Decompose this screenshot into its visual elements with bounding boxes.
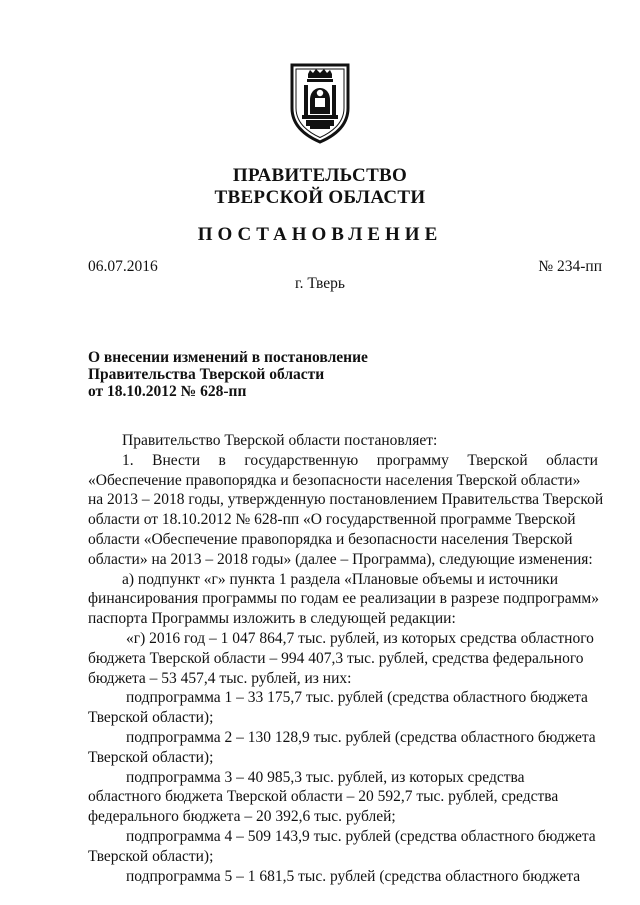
document-body <box>88 431 604 886</box>
body-line: федерального бюджета – 20 392,6 тыс. рублей; <box>88 808 396 826</box>
body-word: программу <box>376 451 449 469</box>
body-line: «г) 2016 год – 1 047 864,7 тыс. рублей, из которых средства областного <box>126 629 594 647</box>
coat-of-arms-icon <box>288 62 352 144</box>
government-name-line2: ТВЕРСКОЙ ОБЛАСТИ <box>214 187 426 208</box>
subject-line: О внесении изменений в постановление <box>88 349 368 366</box>
body-word: в <box>218 451 226 469</box>
body-word: 1. <box>122 451 134 469</box>
body-line: на 2013 – 2018 годы, утвержденную постановлением Правительства Тверской <box>88 491 604 509</box>
body-line: финансирования программы по годам ее реализации в разрезе подпрограмм» <box>88 590 599 608</box>
government-name-line1: ПРАВИТЕЛЬСТВО <box>232 165 408 186</box>
body-line: областного бюджета Тверской области – 20 592,7 тыс. рублей, средства <box>88 788 559 806</box>
body-line: области от 18.10.2012 № 628-пп «О государственной программе Тверской <box>88 511 576 529</box>
body-line: Тверской области); <box>88 709 214 727</box>
body-line: «Обеспечение правопорядка и безопасности населения Тверской области» <box>88 471 581 489</box>
document-city: г. Тверь <box>295 275 345 292</box>
body-line: Правительство Тверской области постановляет: <box>122 432 438 449</box>
body-line: бюджета – 53 457,4 тыс. рублей, из них: <box>88 669 352 687</box>
body-line: бюджета Тверской области – 994 407,3 тыс. рублей, средства федерального <box>88 649 584 667</box>
body-word: Внести <box>152 451 201 469</box>
body-line: а) подпункт «г» пункта 1 раздела «Плановые объемы и источники <box>122 570 558 588</box>
body-word: Тверской <box>467 451 528 469</box>
body-line: Тверской области); <box>88 847 214 865</box>
document-date: 06.07.2016 <box>88 258 158 275</box>
body-line: подпрограмма 4 – 509 143,9 тыс. рублей (средства областного бюджета <box>126 827 596 845</box>
body-line: подпрограмма 2 – 130 128,9 тыс. рублей (средства областного бюджета <box>126 728 596 746</box>
subject-line: от 18.10.2012 № 628-пп <box>88 383 247 400</box>
body-line <box>88 451 598 471</box>
body-line: Тверской области); <box>88 748 214 766</box>
body-word: государственную <box>244 451 359 469</box>
body-line: области» на 2013 – 2018 годы» (далее – Программа), следующие изменения: <box>88 550 593 568</box>
document-number: № 234-пп <box>538 258 602 275</box>
subject-line: Правительства Тверской области <box>88 366 325 383</box>
body-line: подпрограмма 1 – 33 175,7 тыс. рублей (средства областного бюджета <box>126 689 588 707</box>
body-line: области «Обеспечение правопорядка и безопасности населения Тверской <box>88 530 573 548</box>
body-line: подпрограмма 3 – 40 985,3 тыс. рублей, из которых средства <box>126 768 525 786</box>
document-type: ПОСТАНОВЛЕНИЕ <box>197 224 443 245</box>
document-subject <box>88 349 368 400</box>
body-line: подпрограмма 5 – 1 681,5 тыс. рублей (средства областного бюджета <box>126 867 581 885</box>
body-word: области <box>546 451 598 469</box>
body-line: паспорта Программы изложить в следующей редакции: <box>88 610 456 628</box>
